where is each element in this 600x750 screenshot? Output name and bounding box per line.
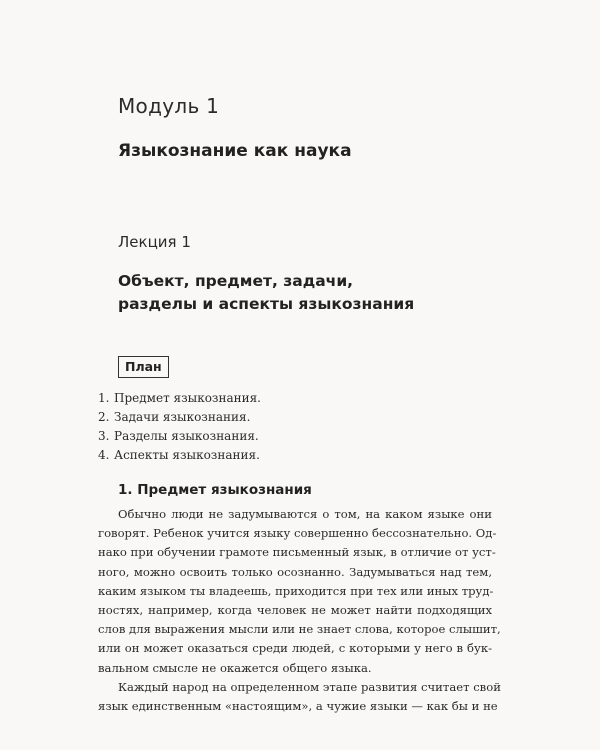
paragraph-line: язык единственным «настоящим», а чужие языки — как бы и не: [98, 699, 498, 714]
plan-item-number: 2.: [98, 410, 110, 424]
lecture-title-line: Объект, предмет, задачи,: [118, 272, 354, 290]
module-title: Языкознание как наука: [118, 141, 352, 161]
paragraph-line: нако при обучении грамоте письменный язык, в отличие от уст-: [98, 545, 496, 560]
plan-item-text: Предмет языкознания.: [114, 391, 261, 405]
paragraph-line: говорят. Ребенок учится языку совершенно бессознательно. Од-: [98, 526, 497, 541]
plan-item-number: 1.: [98, 391, 110, 405]
paragraph-line: слов для выражения мысли или не знает слова, которое слышит,: [98, 622, 501, 637]
paragraph-line: Обычно люди не задумываются о том, на каком языке они: [118, 507, 492, 521]
paragraph-line: ного, можно освоить только осознанно. Задумываться над тем,: [98, 564, 492, 579]
plan-item-text: Задачи языкознания.: [114, 410, 251, 424]
paragraph-line: ностях, например, когда человек не может найти подходящих: [98, 603, 492, 618]
plan-item: [98, 389, 261, 408]
lecture-title-line: разделы и аспекты языкознания: [118, 295, 415, 313]
module-label: Модуль 1: [118, 94, 220, 118]
plan-item: [98, 408, 261, 427]
section-heading: 1. Предмет языкознания: [118, 482, 312, 498]
lecture-label: Лекция 1: [118, 233, 191, 251]
body-text: [98, 505, 501, 716]
lecture-title: [118, 270, 414, 316]
plan-item-number: 3.: [98, 429, 110, 443]
plan-heading: План: [118, 356, 169, 378]
paragraph-line: или он может оказаться среди людей, с которыми у него в бук-: [98, 641, 492, 656]
plan-item-text: Разделы языкознания.: [114, 429, 259, 443]
plan-list: [98, 389, 261, 465]
plan-item: [98, 446, 261, 465]
plan-item-text: Аспекты языкознания.: [114, 448, 260, 462]
plan-item-number: 4.: [98, 448, 110, 462]
paragraph-line: Каждый народ на определенном этапе развития считает свой: [118, 679, 501, 694]
paragraph-line: каким языком ты владеешь, приходится при тех или иных труд-: [98, 583, 494, 598]
paragraph-line: вальном смысле не окажется общего языка.: [98, 660, 372, 675]
plan-item: [98, 427, 261, 446]
